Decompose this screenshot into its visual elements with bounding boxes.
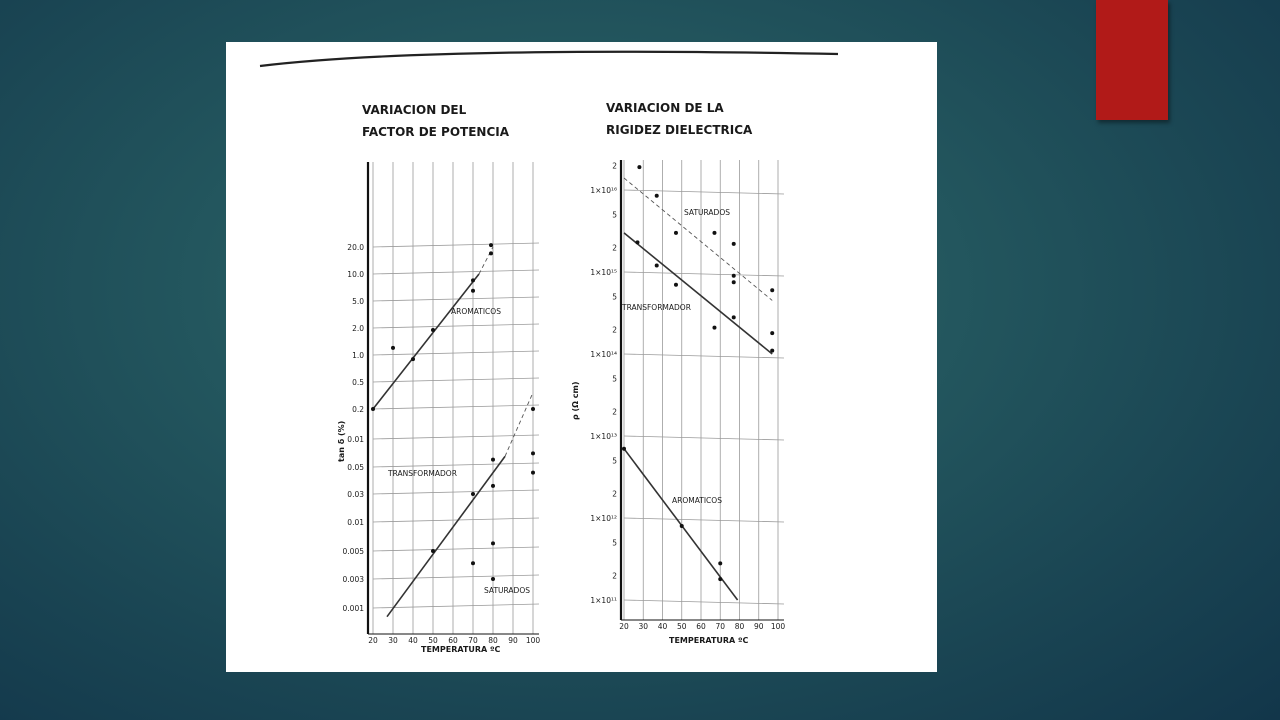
right-data-point	[655, 264, 659, 268]
right-trend-line	[624, 233, 772, 354]
right-x-tick-label: 80	[734, 622, 745, 631]
left-x-tick-label: 100	[525, 636, 541, 645]
left-y-tick-label: 0.01	[347, 518, 364, 527]
left-horizontal-gridline	[373, 378, 539, 382]
right-y-tick-label: 1×10¹⁴	[590, 350, 617, 359]
right-data-point	[637, 165, 641, 169]
left-title-line-1: VARIACION DEL	[362, 103, 467, 117]
right-data-point	[770, 288, 774, 292]
left-horizontal-gridline	[373, 518, 539, 522]
right-x-tick-label: 100	[770, 622, 786, 631]
left-data-point	[471, 289, 475, 293]
right-data-point	[680, 524, 684, 528]
top-rule-line	[260, 52, 838, 66]
right-x-tick-label: 70	[715, 622, 726, 631]
right-y-tick-label: 2	[612, 489, 617, 499]
left-y-tick-label: 10.0	[347, 270, 364, 279]
left-data-point	[431, 328, 435, 332]
left-x-axis-label: TEMPERATURA ºC	[421, 645, 501, 654]
left-data-point	[431, 549, 435, 553]
left-title-line-2: FACTOR DE POTENCIA	[362, 125, 510, 139]
left-y-tick-label: 1.0	[352, 351, 364, 360]
left-y-tick-label: 20.0	[347, 243, 364, 252]
left-horizontal-gridline	[373, 270, 539, 274]
right-horizontal-gridline	[624, 600, 784, 604]
left-y-tick-label: 5.0	[352, 297, 364, 306]
right-title-line-2: RIGIDEZ DIELECTRICA	[606, 123, 753, 137]
left-data-point	[471, 561, 475, 565]
left-horizontal-gridline	[373, 297, 539, 301]
dielectric-strength-chart	[571, 101, 785, 645]
left-x-tick-label: 80	[488, 636, 498, 645]
right-data-point	[712, 231, 716, 235]
left-y-tick-label: 0.003	[342, 575, 364, 584]
right-horizontal-gridline	[624, 354, 784, 358]
right-data-point	[712, 326, 716, 330]
right-trend-lines	[624, 178, 772, 600]
right-y-tick-label: 5	[612, 538, 617, 548]
right-grid	[621, 160, 784, 620]
left-horizontal-gridline	[373, 463, 539, 467]
left-data-point	[491, 484, 495, 488]
left-data-point	[489, 243, 493, 247]
right-data-point	[718, 561, 722, 565]
right-data-point	[674, 231, 678, 235]
right-y-axis-label: ρ (Ω cm)	[571, 381, 580, 420]
left-data-point	[411, 357, 415, 361]
left-x-tick-label: 20	[368, 636, 378, 645]
left-data-point	[471, 492, 475, 496]
left-x-tick-label: 60	[448, 636, 458, 645]
left-label-aromaticos: AROMATICOS	[451, 307, 501, 316]
right-x-axis-label: TEMPERATURA ºC	[669, 636, 749, 645]
left-x-tick-label: 40	[408, 636, 418, 645]
right-data-point	[770, 331, 774, 335]
right-x-tick-label: 20	[619, 622, 629, 631]
left-x-tick-label: 30	[388, 636, 398, 645]
left-y-tick-label: 0.03	[347, 490, 364, 499]
left-horizontal-gridline	[373, 604, 539, 608]
right-data-point	[622, 447, 626, 451]
left-horizontal-gridline	[373, 324, 539, 328]
right-x-tick-labels	[619, 622, 785, 631]
right-y-tick-label: 2	[612, 571, 617, 581]
right-data-point	[718, 577, 722, 581]
right-y-tick-labels	[590, 161, 617, 605]
right-label-aromaticos: AROMATICOS	[672, 496, 722, 505]
left-y-tick-label: 0.001	[342, 604, 364, 613]
left-label-saturados: SATURADOS	[484, 586, 530, 595]
left-data-point	[491, 541, 495, 545]
left-horizontal-gridline	[373, 351, 539, 355]
left-data-point	[491, 458, 495, 462]
right-y-tick-label: 2	[612, 243, 617, 253]
right-x-tick-label: 30	[638, 622, 649, 631]
right-data-point	[732, 274, 736, 278]
right-horizontal-gridline	[624, 272, 784, 276]
right-y-tick-label: 5	[612, 210, 617, 220]
right-y-tick-label: 1×10¹¹	[590, 596, 617, 605]
left-trend-line	[373, 274, 479, 409]
right-data-point	[770, 349, 774, 353]
right-title-line-1: VARIACION DE LA	[606, 101, 724, 115]
left-x-tick-label: 70	[468, 636, 478, 645]
right-y-tick-label: 1×10¹²	[590, 514, 617, 523]
left-data-point	[471, 278, 475, 282]
left-y-tick-label: 2.0	[352, 324, 364, 333]
left-y-tick-label: 0.2	[352, 405, 364, 414]
right-x-tick-label: 50	[676, 622, 687, 631]
left-x-tick-labels	[368, 636, 540, 645]
right-y-tick-label: 2	[612, 161, 617, 171]
left-data-point	[531, 407, 535, 411]
right-y-tick-label: 1×10¹⁵	[590, 268, 617, 277]
right-y-tick-label: 2	[612, 325, 617, 335]
left-trend-line-dashed	[479, 247, 493, 274]
right-y-tick-label: 2	[612, 407, 617, 417]
left-x-tick-label: 90	[508, 636, 518, 645]
left-horizontal-gridline	[373, 575, 539, 579]
right-data-point	[732, 315, 736, 319]
left-data-point	[489, 251, 493, 255]
right-y-tick-label: 5	[612, 292, 617, 302]
left-y-tick-label: 0.01	[347, 435, 364, 444]
left-data-point	[531, 451, 535, 455]
right-x-tick-label: 60	[696, 622, 706, 631]
left-x-tick-label: 50	[428, 636, 438, 645]
right-x-tick-label: 40	[657, 622, 668, 631]
left-horizontal-gridline	[373, 243, 539, 247]
right-y-tick-label: 1×10¹³	[590, 432, 617, 441]
figure-svg	[226, 42, 937, 672]
right-horizontal-gridline	[624, 518, 784, 522]
left-label-transformador: TRANSFORMADOR	[388, 469, 457, 478]
right-horizontal-gridline	[624, 190, 784, 194]
right-x-tick-label: 90	[753, 622, 764, 631]
left-data-point	[531, 471, 535, 475]
right-horizontal-gridline	[624, 436, 784, 440]
red-accent-rectangle	[1096, 0, 1168, 120]
left-horizontal-gridline	[373, 405, 539, 409]
power-factor-chart	[337, 103, 540, 654]
right-y-tick-label: 5	[612, 374, 617, 384]
left-data-point	[371, 407, 375, 411]
right-data-point	[674, 283, 678, 287]
right-label-saturados: SATURADOS	[684, 208, 730, 217]
left-y-tick-label: 0.005	[342, 547, 364, 556]
left-y-tick-label: 0.5	[352, 378, 364, 387]
left-horizontal-gridline	[373, 547, 539, 551]
left-data-point	[391, 346, 395, 350]
right-data-point	[655, 194, 659, 198]
left-horizontal-gridline	[373, 490, 539, 494]
left-y-axis-label: tan δ (%)	[337, 420, 346, 462]
left-y-tick-label: 0.05	[347, 463, 364, 472]
left-grid	[368, 162, 539, 634]
right-data-point	[732, 280, 736, 284]
right-trend-line-dashed	[624, 178, 772, 300]
left-data-point	[491, 577, 495, 581]
right-y-tick-label: 5	[612, 456, 617, 466]
right-data-point	[732, 242, 736, 246]
right-data-point	[635, 240, 639, 244]
right-label-transformador: TRANSFORMADOR	[622, 303, 691, 312]
right-y-tick-label: 1×10¹⁶	[590, 186, 617, 195]
left-trend-line-dashed	[505, 393, 533, 457]
scanned-figure	[226, 42, 937, 672]
